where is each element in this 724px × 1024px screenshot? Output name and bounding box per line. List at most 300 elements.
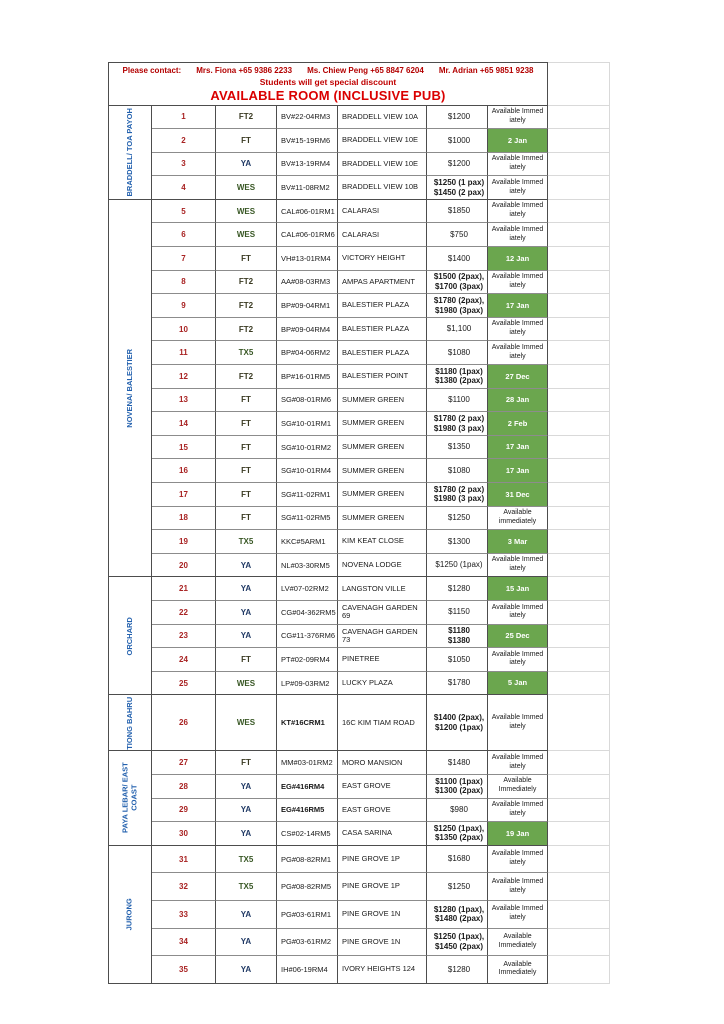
spare-cell [548,530,610,554]
availability-cell: Available Immed iately [488,695,548,751]
spare-cell [548,554,610,578]
type-cell: FT [216,507,277,531]
unit-code-cell: PG#08-82RM5 [277,873,338,901]
table-row [152,389,610,413]
unit-code-cell: SG#10-01RM1 [277,412,338,436]
row-number-cell: 8 [152,271,216,295]
price-cell: $1280 [427,577,488,601]
availability-cell [488,294,548,318]
price-cell: $1350 [427,436,488,460]
unit-code-cell: VH#13-01RM4 [277,247,338,271]
contact-line [109,66,547,75]
type-cell: FT2 [216,365,277,389]
table-row [152,271,610,295]
table-row [152,176,610,200]
property-name-cell: 16C KIM TIAM ROAD [338,695,427,751]
type-cell: WES [216,176,277,200]
property-name-cell: BALESTIER PLAZA [338,341,427,365]
property-name-cell: KIM KEAT CLOSE [338,530,427,554]
type-cell: YA [216,577,277,601]
availability-date-badge: 2 Feb [488,412,547,435]
price-cell: $1250 (1pax) [427,554,488,578]
row-number-cell: 9 [152,294,216,318]
spare-cell [548,106,610,130]
unit-code-cell: BP#16-01RM5 [277,365,338,389]
type-cell: WES [216,223,277,247]
availability-date-badge: 31 Dec [488,483,547,506]
type-cell: TX5 [216,846,277,874]
availability-date-badge: 5 Jan [488,672,547,695]
type-cell: TX5 [216,873,277,901]
unit-code-cell: SG#08-01RM6 [277,389,338,413]
availability-date-badge: 27 Dec [488,365,547,388]
availability-cell [488,822,548,846]
table-row [152,799,610,823]
property-name-cell: BRADDELL VIEW 10B [338,176,427,200]
unit-code-cell: SG#11-02RM1 [277,483,338,507]
type-cell: YA [216,775,277,799]
spare-cell [548,873,610,901]
property-name-cell: AMPAS APARTMENT [338,271,427,295]
availability-cell [488,577,548,601]
unit-code-cell: PG#03-61RM2 [277,929,338,957]
spare-cell [548,625,610,649]
unit-code-cell: NL#03-30RM5 [277,554,338,578]
unit-code-cell: CAL#06-01RM1 [277,200,338,224]
row-number-cell: 27 [152,751,216,775]
spare-cell [548,648,610,672]
availability-cell [488,129,548,153]
price-cell: $1850 [427,200,488,224]
price-cell: $1780 (2 pax) $1980 (3 pax) [427,412,488,436]
table-row [152,625,610,649]
region-cell [109,695,152,751]
row-number-cell: 30 [152,822,216,846]
availability-date-badge: 25 Dec [488,625,547,648]
table-row [152,846,610,874]
property-name-cell: SUMMER GREEN [338,389,427,413]
region-rows [152,846,610,984]
table-row [152,341,610,365]
spare-cell [548,318,610,342]
property-name-cell: PINE GROVE 1P [338,846,427,874]
row-number-cell: 4 [152,176,216,200]
region-cell [109,751,152,845]
unit-code-cell: CAL#06-01RM6 [277,223,338,247]
table-row [152,200,610,224]
price-cell: $1780 [427,672,488,696]
type-cell: YA [216,153,277,177]
table-row [152,929,610,957]
price-cell: $1080 [427,459,488,483]
property-name-cell: PINETREE [338,648,427,672]
availability-date-badge: 28 Jan [488,389,547,412]
type-cell: FT [216,129,277,153]
region-group [108,846,610,984]
region-cell [109,846,152,984]
spare-cell [548,577,610,601]
type-cell: FT2 [216,294,277,318]
table-row [152,106,610,130]
spare-cell [548,412,610,436]
availability-cell [488,459,548,483]
property-name-cell: CALARASI [338,223,427,247]
table-row [152,153,610,177]
discount-subtitle: Students will get special discount [259,76,397,87]
type-cell: FT [216,648,277,672]
region-label: NOVENA/ BALESTIER [124,348,134,428]
spare-cell [548,223,610,247]
row-number-cell: 28 [152,775,216,799]
type-cell: FT [216,389,277,413]
region-group [108,106,610,200]
availability-cell: Available Immed iately [488,318,548,342]
table-row [152,436,610,460]
table-row [152,459,610,483]
row-number-cell: 26 [152,695,216,751]
type-cell: FT2 [216,271,277,295]
price-cell: $1250 (1pax), $1450 (2pax) [427,929,488,957]
spare-cell [548,601,610,625]
property-name-cell: BRADDELL VIEW 10E [338,129,427,153]
row-number-cell: 33 [152,901,216,929]
price-cell: $1400 [427,247,488,271]
unit-code-cell: BP#04-06RM2 [277,341,338,365]
unit-code-cell: BP#09-04RM1 [277,294,338,318]
price-cell: $1500 (2pax), $1700 (3pax) [427,271,488,295]
price-cell: $1480 [427,751,488,775]
availability-date-badge: 3 Mar [488,530,547,553]
availability-date-badge: 17 Jan [488,294,547,317]
row-number-cell: 20 [152,554,216,578]
property-name-cell: SUMMER GREEN [338,483,427,507]
availability-cell: Available Immed iately [488,153,548,177]
availability-date-badge: 19 Jan [488,822,547,845]
table-row [152,751,610,775]
availability-cell: Available Immed iately [488,873,548,901]
table-row [152,507,610,531]
property-name-cell: BALESTIER PLAZA [338,318,427,342]
contact-fiona: Mrs. Fiona +65 9386 2233 [196,66,293,75]
property-name-cell: MORO MANSION [338,751,427,775]
region-label: ORCHARD [124,616,134,656]
unit-code-cell: EG#416RM4 [277,775,338,799]
availability-cell: Available Immed iately [488,341,548,365]
price-cell: $1,100 [427,318,488,342]
type-cell: FT2 [216,318,277,342]
price-cell: $1150 [427,601,488,625]
type-cell: FT [216,751,277,775]
availability-cell [488,672,548,696]
table-row [152,247,610,271]
type-cell: FT [216,483,277,507]
availability-cell: Available Immediately [488,956,548,984]
spare-cell [548,799,610,823]
availability-cell: Available Immed iately [488,176,548,200]
room-listing-sheet [108,62,610,984]
unit-code-cell: BV#11-08RM2 [277,176,338,200]
unit-code-cell: KKC#5ARM1 [277,530,338,554]
spare-cell [548,436,610,460]
row-number-cell: 2 [152,129,216,153]
availability-cell [488,389,548,413]
property-name-cell: VICTORY HEIGHT [338,247,427,271]
type-cell: WES [216,672,277,696]
spare-cell [548,672,610,696]
price-cell: $1250 (1 pax) $1450 (2 pax) [427,176,488,200]
spare-cell [548,775,610,799]
spare-cell [548,247,610,271]
type-cell: YA [216,554,277,578]
spare-cell [548,822,610,846]
page-title: AVAILABLE ROOM (INCLUSIVE PUB) [210,87,446,103]
unit-code-cell: BP#09-04RM4 [277,318,338,342]
price-cell: $1400 (2pax), $1200 (1pax) [427,695,488,751]
type-cell: TX5 [216,341,277,365]
spare-cell [548,129,610,153]
availability-cell: Available Immed iately [488,601,548,625]
unit-code-cell: PT#02-09RM4 [277,648,338,672]
availability-cell: Available Immed iately [488,554,548,578]
row-number-cell: 15 [152,436,216,460]
availability-cell [488,365,548,389]
property-name-cell: CAVENAGH GARDEN 69 [338,601,427,625]
property-name-cell: BRADDELL VIEW 10A [338,106,427,130]
availability-cell: Available Immediately [488,929,548,957]
unit-code-cell: CS#02-14RM5 [277,822,338,846]
type-cell: YA [216,822,277,846]
type-cell: FT [216,412,277,436]
availability-cell [488,247,548,271]
table-row [152,648,610,672]
spare-cell [548,956,610,984]
price-cell: $1280 [427,956,488,984]
row-number-cell: 14 [152,412,216,436]
row-number-cell: 19 [152,530,216,554]
price-cell: $1200 [427,106,488,130]
availability-date-badge: 15 Jan [488,577,547,600]
price-cell: $980 [427,799,488,823]
row-number-cell: 29 [152,799,216,823]
row-number-cell: 12 [152,365,216,389]
unit-code-cell: EG#416RM5 [277,799,338,823]
unit-code-cell: PG#08-82RM1 [277,846,338,874]
price-cell: $1780 (2pax), $1980 (3pax) [427,294,488,318]
region-rows [152,577,610,695]
property-name-cell: LANGSTON VILLE [338,577,427,601]
property-name-cell: SUMMER GREEN [338,412,427,436]
property-name-cell: EAST GROVE [338,799,427,823]
spare-cell [548,341,610,365]
sheet-header [108,62,610,106]
region-cell [109,200,152,578]
availability-cell: Available Immed iately [488,799,548,823]
type-cell: YA [216,929,277,957]
property-name-cell: SUMMER GREEN [338,507,427,531]
availability-date-badge: 17 Jan [488,459,547,482]
unit-code-cell: SG#10-01RM2 [277,436,338,460]
type-cell: FT2 [216,106,277,130]
availability-cell [488,625,548,649]
availability-cell: Available Immed iately [488,846,548,874]
region-group [108,695,610,751]
unit-code-cell: MM#03-01RM2 [277,751,338,775]
price-cell: $1300 [427,530,488,554]
region-rows [152,751,610,845]
spare-cell [548,751,610,775]
spare-cell [548,695,610,751]
table-row [152,554,610,578]
contact-label: Please contact: [122,66,182,75]
unit-code-cell: LV#07-02RM2 [277,577,338,601]
price-cell: $1680 [427,846,488,874]
type-cell: FT [216,436,277,460]
unit-code-cell: KT#16CRM1 [277,695,338,751]
row-number-cell: 11 [152,341,216,365]
availability-cell: Available Immediately [488,775,548,799]
unit-code-cell: BV#15-19RM6 [277,129,338,153]
row-number-cell: 17 [152,483,216,507]
unit-code-cell: PG#03-61RM1 [277,901,338,929]
property-name-cell: SUMMER GREEN [338,436,427,460]
contact-chiew-peng: Ms. Chiew Peng +65 8847 6204 [307,66,424,75]
table-row [152,530,610,554]
region-group [108,200,610,578]
region-rows [152,106,610,200]
price-cell: $1000 [427,129,488,153]
property-name-cell: CASA SARINA [338,822,427,846]
spare-cell [548,483,610,507]
spare-cell [548,153,610,177]
spare-cell [548,271,610,295]
availability-cell: Available Immed iately [488,648,548,672]
availability-cell: Available Immed iately [488,751,548,775]
row-number-cell: 13 [152,389,216,413]
row-number-cell: 22 [152,601,216,625]
price-cell: $1050 [427,648,488,672]
unit-code-cell: AA#08-03RM3 [277,271,338,295]
type-cell: YA [216,601,277,625]
row-number-cell: 35 [152,956,216,984]
type-cell: YA [216,625,277,649]
type-cell: YA [216,799,277,823]
availability-date-badge: 17 Jan [488,436,547,459]
spare-cell [548,459,610,483]
row-number-cell: 5 [152,200,216,224]
table-row [152,365,610,389]
region-group [108,577,610,695]
type-cell: YA [216,901,277,929]
spare-cell [548,176,610,200]
row-number-cell: 6 [152,223,216,247]
region-cell [109,577,152,695]
property-name-cell: IVORY HEIGHTS 124 [338,956,427,984]
unit-code-cell: BV#13-19RM4 [277,153,338,177]
row-number-cell: 31 [152,846,216,874]
table-row [152,294,610,318]
region-rows [152,695,610,751]
property-name-cell: BALESTIER POINT [338,365,427,389]
header-box [108,62,548,106]
type-cell: TX5 [216,530,277,554]
table-row [152,956,610,984]
spare-header-cell [548,62,610,106]
unit-code-cell: CG#11-376RM6 [277,625,338,649]
unit-code-cell: SG#11-02RM5 [277,507,338,531]
table-row [152,775,610,799]
row-number-cell: 10 [152,318,216,342]
property-name-cell: BALESTIER PLAZA [338,294,427,318]
availability-cell [488,530,548,554]
price-cell: $1280 (1pax), $1480 (2pax) [427,901,488,929]
row-number-cell: 25 [152,672,216,696]
unit-code-cell: BV#22-04RM3 [277,106,338,130]
contact-adrian: Mr. Adrian +65 9851 9238 [438,66,534,75]
availability-cell [488,412,548,436]
spare-cell [548,389,610,413]
spare-cell [548,507,610,531]
price-cell: $1200 [427,153,488,177]
property-name-cell: NOVENA LODGE [338,554,427,578]
row-number-cell: 16 [152,459,216,483]
property-name-cell: SUMMER GREEN [338,459,427,483]
region-label: PAYA LEBAR/ EAST COAST [120,762,138,834]
row-number-cell: 32 [152,873,216,901]
region-label: TIONG BAHRU [124,696,134,750]
price-cell: $1250 [427,507,488,531]
table-row [152,483,610,507]
table-row [152,695,610,751]
room-table-body [108,106,610,984]
region-label: JURONG [124,898,134,931]
property-name-cell: CALARASI [338,200,427,224]
type-cell: FT [216,459,277,483]
unit-code-cell: IH#06-19RM4 [277,956,338,984]
type-cell: FT [216,247,277,271]
table-row [152,223,610,247]
spare-cell [548,365,610,389]
table-row [152,318,610,342]
availability-date-badge: 12 Jan [488,247,547,270]
availability-cell: Available Immed iately [488,200,548,224]
row-number-cell: 21 [152,577,216,601]
type-cell: WES [216,200,277,224]
availability-cell: Available Immed iately [488,223,548,247]
table-row [152,129,610,153]
price-cell: $1250 (1pax), $1350 (2pax) [427,822,488,846]
price-cell: $1080 [427,341,488,365]
unit-code-cell: CG#04-362RM5 [277,601,338,625]
property-name-cell: EAST GROVE [338,775,427,799]
availability-date-badge: 2 Jan [488,129,547,152]
spare-cell [548,929,610,957]
region-label: BRADDELL/ TOA PAYOH [124,108,134,197]
row-number-cell: 7 [152,247,216,271]
region-cell [109,106,152,200]
price-cell: $1250 [427,873,488,901]
property-name-cell: PINE GROVE 1P [338,873,427,901]
row-number-cell: 34 [152,929,216,957]
price-cell: $1180 $1380 [427,625,488,649]
availability-cell [488,436,548,460]
region-group [108,751,610,845]
availability-cell: Available Immed iately [488,106,548,130]
property-name-cell: LUCKY PLAZA [338,672,427,696]
spare-cell [548,846,610,874]
type-cell: YA [216,956,277,984]
price-cell: $1100 (1pax) $1300 (2pax) [427,775,488,799]
property-name-cell: CAVENAGH GARDEN 73 [338,625,427,649]
